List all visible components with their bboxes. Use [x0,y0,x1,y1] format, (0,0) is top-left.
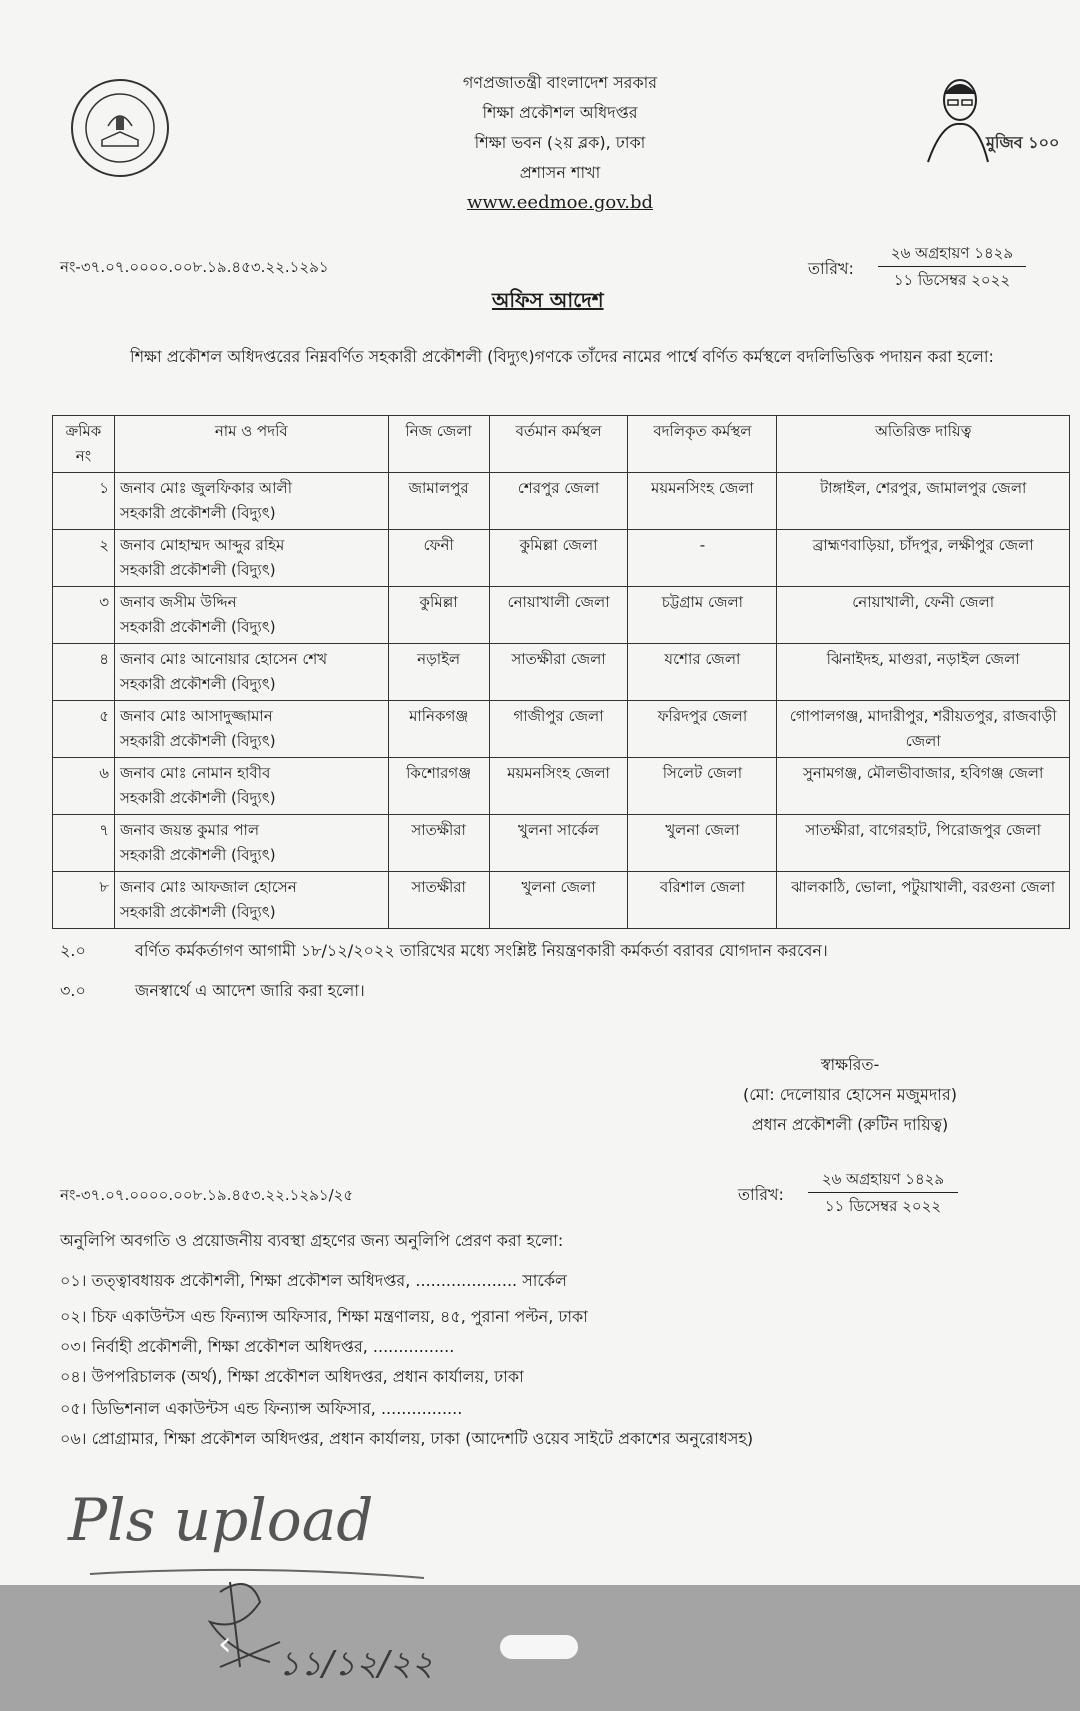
officer-name: জনাব জয়ন্ত কুমার পাল [119,821,260,839]
cell-transfer-station: ফরিদপুর জেলা [628,701,777,758]
cell-transfer-station: - [628,530,777,587]
cell-serial: ৮ [53,872,115,929]
officer-designation: সহকারী প্রকৌশলী (বিদ্যুৎ) [119,618,276,636]
officer-designation: সহকারী প্রকৌশলী (বিদ্যুৎ) [119,675,276,693]
signatory-name: (মো: দেলোয়ার হোসেন মজুমদার) [743,1085,957,1104]
table-row [53,644,1070,701]
col-header-additional-duty: অতিরিক্ত দায়িত্ব [777,416,1070,473]
copy-date-bangla: ২৬ অগ্রহায়ণ ১৪২৯ [808,1166,958,1193]
cell-current-station: কুমিল্লা জেলা [489,530,628,587]
officer-name: জনাব মোঃ আফজাল হোসেন [119,878,297,896]
signatory-title: প্রধান প্রকৌশলী (রুটিন দায়িত্ব) [751,1115,949,1134]
cell-home-district: কিশোরগঞ্জ [388,758,489,815]
handwritten-note: Pls upload [68,1486,374,1554]
cell-transfer-station: সিলেট জেলা [628,758,777,815]
officer-name: জনাব মোঃ আনোয়ার হোসেন শেখ [119,650,328,668]
memo-number: নং-৩৭.০৭.০০০০.০০৮.১৯.৪৫৩.২২.১২৯১ [60,258,329,276]
col-header-name: নাম ও পদবি [114,416,388,473]
table-row [53,701,1070,758]
officer-name: জনাব মোঃ নোমান হাবীব [119,764,271,782]
cell-home-district: মানিকগঞ্জ [388,701,489,758]
cell-current-station: গাজীপুর জেলা [489,701,628,758]
transfer-table [52,415,1070,929]
memo-date [878,240,1026,293]
cell-home-district: সাতক্ষীরা [388,872,489,929]
copy-memo-number: নং-৩৭.০৭.০০০০.০০৮.১৯.৪৫৩.২২.১২৯১/২৫ [60,1186,354,1204]
branch-name: প্রশাসন শাখা [519,163,601,182]
copy-date-english: ১১ ডিসেম্বর ২০২২ [824,1197,942,1215]
cell-serial: ৫ [53,701,115,758]
cell-additional-duty: সাতক্ষীরা, বাগেরহাট, পিরোজপুর জেলা [777,815,1070,872]
cell-name-designation [114,815,388,872]
col-header-transfer-station: বদলিকৃত কর্মস্থল [628,416,777,473]
cell-name-designation [114,872,388,929]
website-link[interactable]: www.eedmoe.gov.bd [466,192,654,213]
cell-additional-duty: ঝালকাঠি, ভোলা, পটুয়াখালী, বরগুনা জেলা [777,872,1070,929]
cell-home-district: সাতক্ষীরা [388,815,489,872]
cell-serial: ৭ [53,815,115,872]
cell-name-designation [114,587,388,644]
cell-transfer-station: যশোর জেলা [628,644,777,701]
copy-date [808,1166,958,1219]
copy-item-2: ০২। চিফ একাউন্টস এন্ড ফিন্যান্স অফিসার, শিক্ষা মন্ত্রণালয়, ৪৫, পুরানা পল্টন, ঢাকা [60,1307,588,1326]
paragraph-2-text: বর্ণিত কর্মকর্তাগণ আগামী ১৮/১২/২০২২ তারিখের মধ্যে সংশ্লিষ্ট নিয়ন্ত্রণকারী কর্মকর্তা বরাবর যোগদান করবেন। [135,941,828,960]
cell-current-station: সাতক্ষীরা জেলা [489,644,628,701]
cell-home-district: কুমিল্লা [388,587,489,644]
order-title: অফিস আদেশ [492,288,604,312]
officer-designation: সহকারী প্রকৌশলী (বিদ্যুৎ) [119,903,276,921]
cell-current-station: শেরপুর জেলা [489,473,628,530]
officer-designation: সহকারী প্রকৌশলী (বিদ্যুৎ) [119,561,276,579]
paragraph-3 [60,978,365,1005]
cell-name-designation [114,758,388,815]
cell-home-district: জামালপুর [388,473,489,530]
col-header-current-station: বর্তমান কর্মস্থল [489,416,628,473]
officer-designation: সহকারী প্রকৌশলী (বিদ্যুৎ) [119,504,276,522]
home-pill-icon[interactable] [500,1635,578,1659]
table-row [53,815,1070,872]
table-body [53,473,1070,929]
officer-designation: সহকারী প্রকৌশলী (বিদ্যুৎ) [119,732,276,750]
officer-designation: সহকারী প্রকৌশলী (বিদ্যুৎ) [119,789,276,807]
officer-name: জনাব মোহাম্মদ আব্দুর রহিম [119,536,285,554]
cell-additional-duty: ঝিনাইদহ, মাগুরা, নড়াইল জেলা [777,644,1070,701]
cell-transfer-station: খুলনা জেলা [628,815,777,872]
officer-name: জনাব মোঃ জুলফিকার আলী [119,479,293,497]
cell-transfer-station: বরিশাল জেলা [628,872,777,929]
memo-date-english: ১১ ডিসেম্বর ২০২২ [893,271,1011,289]
cell-additional-duty: সুনামগঞ্জ, মৌলভীবাজার, হবিগঞ্জ জেলা [777,758,1070,815]
date-label: তারিখ: [808,259,854,278]
department-name: শিক্ষা প্রকৌশল অধিদপ্তর [482,103,638,122]
copy-item-4: ০৪। উপপরিচালক (অর্থ), শিক্ষা প্রকৌশল অধিদপ্তর, প্রধান কার্যালয়, ঢাকা [60,1367,524,1386]
signed-label: স্বাক্ষরিত- [820,1055,880,1074]
cell-additional-duty: টাঙ্গাইল, শেরপুর, জামালপুর জেলা [777,473,1070,530]
table-header-row [53,416,1070,473]
cell-serial: ৩ [53,587,115,644]
table-row [53,473,1070,530]
officer-designation: সহকারী প্রকৌশলী (বিদ্যুৎ) [119,846,276,864]
cell-serial: ৬ [53,758,115,815]
paragraph-2-number: ২.০ [60,941,86,960]
cell-name-designation [114,530,388,587]
govt-name: গণপ্রজাতন্ত্রী বাংলাদেশ সরকার [462,73,658,92]
table-row [53,758,1070,815]
logo-caption: মুজিব ১০০ [986,133,1060,152]
col-header-home-district: নিজ জেলা [388,416,489,473]
copy-item-3: ০৩। নির্বাহী প্রকৌশলী, শিক্ষা প্রকৌশল অধিদপ্তর, ................ [60,1337,455,1356]
cell-transfer-station: চট্টগ্রাম জেলা [628,587,777,644]
copy-item-6: ০৬। প্রোগ্রামার, শিক্ষা প্রকৌশল অধিদপ্তর, প্রধান কার্যালয়, ঢাকা (আদেশটি ওয়েব সাইটে প্রকাশের অনুরোধসহ) [60,1429,754,1448]
cell-additional-duty: ব্রাহ্মণবাড়িয়া, চাঁদপুর, লক্ষীপুর জেলা [777,530,1070,587]
cell-home-district: নড়াইল [388,644,489,701]
copy-item-1: ০১। তত্ত্বাবধায়ক প্রকৌশলী, শিক্ষা প্রকৌশল অধিদপ্তর, .................... সার্কেল [60,1271,567,1290]
cell-transfer-station: ময়মনসিংহ জেলা [628,473,777,530]
cell-name-designation [114,701,388,758]
officer-name: জনাব মোঃ আসাদুজ্জামান [119,707,273,725]
cell-name-designation [114,473,388,530]
letterhead [330,68,790,218]
cell-serial: ১ [53,473,115,530]
cell-current-station: খুলনা জেলা [489,872,628,929]
officer-name: জনাব জসীম উদ্দিন [119,593,237,611]
cell-home-district: ফেনী [388,530,489,587]
cell-additional-duty: গোপালগঞ্জ, মাদারীপুর, শরীয়তপুর, রাজবাড়ী জেলা [777,701,1070,758]
paragraph-3-number: ৩.০ [60,981,86,1000]
cell-current-station: খুলনা সার্কেল [489,815,628,872]
order-intro: শিক্ষা প্রকৌশল অধিদপ্তরের নিম্নবর্ণিত সহকারী প্রকৌশলী (বিদ্যুৎ)গণকে তাঁদের নামের পার্শ্বে বর্ণিত কর্মস্থলে বদলিভিত্তিক পদায়ন করা হলো: [130,347,994,366]
copy-item-5: ০৫। ডিভিশনাল একাউন্টস এন্ড ফিন্যান্স অফিসার, ................ [60,1399,463,1418]
cell-serial: ২ [53,530,115,587]
col-header-serial: ক্রমিক নং [53,416,115,473]
office-address: শিক্ষা ভবন (২য় ব্লক), ঢাকা [474,133,646,152]
table-row [53,530,1070,587]
copy-intro: অনুলিপি অবগতি ও প্রয়োজনীয় ব্যবস্থা গ্রহণের জন্য অনুলিপি প্রেরণ করা হলো: [60,1231,564,1250]
paragraph-2 [60,938,828,965]
cell-current-station: নোয়াখালী জেলা [489,587,628,644]
table-row [53,587,1070,644]
signature-block [700,1050,1000,1140]
handwritten-date: ১১/১২/২২ [278,1644,434,1684]
cell-current-station: ময়মনসিংহ জেলা [489,758,628,815]
paragraph-3-text: জনস্বার্থে এ আদেশ জারি করা হলো। [135,981,365,1000]
table-row [53,872,1070,929]
copy-date-label: তারিখ: [738,1185,784,1204]
memo-date-bangla: ২৬ অগ্রহায়ণ ১৪২৯ [878,240,1026,267]
government-seal-icon [68,76,172,180]
cell-serial: ৪ [53,644,115,701]
back-chevron-icon[interactable]: ‹ [218,1624,232,1664]
cell-additional-duty: নোয়াখালী, ফেনী জেলা [777,587,1070,644]
cell-name-designation [114,644,388,701]
